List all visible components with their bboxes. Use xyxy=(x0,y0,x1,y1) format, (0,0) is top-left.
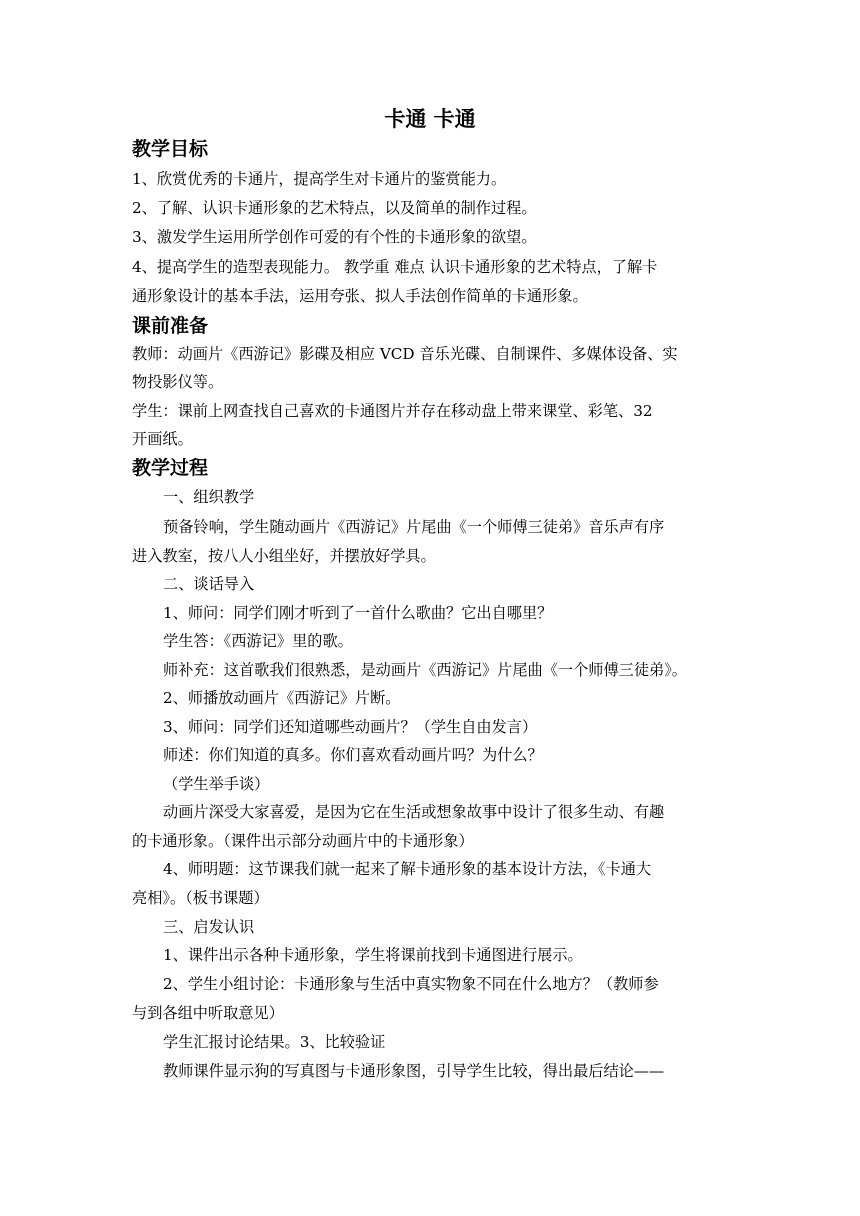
text-line: 教师：动画片《西游记》影碟及相应 VCD 音乐光碟、自制课件、多媒体设备、实 xyxy=(132,345,678,363)
text-line: 学生汇报讨论结果。3、比较验证 xyxy=(163,1033,386,1051)
text-line: 与到各组中听取意见） xyxy=(132,1004,284,1022)
text-line: 师述：你们知道的真多。你们喜欢看动画片吗？为什么？ xyxy=(163,746,543,764)
text-line: 预备铃响，学生随动画片《西游记》片尾曲《一个师傅三徒弟》音乐声有序 xyxy=(163,518,665,536)
text-line: 三、启发认识 xyxy=(163,918,255,936)
text-line: 4、师明题：这节课我们就一起来了解卡通形象的基本设计方法，《卡通大 xyxy=(163,860,652,878)
section-heading-goals: 教学目标 xyxy=(132,138,209,160)
section-heading-prep: 课前准备 xyxy=(132,315,209,337)
text-line: 3、激发学生运用所学创作可爱的有个性的卡通形象的欲望。 xyxy=(132,228,537,246)
text-line: 开画纸。 xyxy=(132,430,193,448)
text-line: 2、了解、认识卡通形象的艺术特点，以及简单的制作过程。 xyxy=(132,199,537,217)
text-line: 一、组织教学 xyxy=(163,488,255,506)
text-line: 学生：课前上网查找自己喜欢的卡通图片并存在移动盘上带来课堂、彩笔、32 xyxy=(132,402,653,420)
text-line: 进入教室，按八人小组坐好，并摆放好学具。 xyxy=(132,547,436,565)
text-line: 3、师问：同学们还知道哪些动画片？（学生自由发言） xyxy=(163,718,538,736)
document-title: 卡通 卡通 xyxy=(384,106,476,131)
text-line: 二、谈话导入 xyxy=(163,575,255,593)
text-line: （学生举手谈） xyxy=(163,775,270,793)
text-line: 动画片深受大家喜爱，是因为它在生活或想象故事中设计了很多生动、有趣 xyxy=(163,803,665,821)
text-line: 4、提高学生的造型表现能力。 教学重 难点 认识卡通形象的艺术特点，了解卡 xyxy=(132,258,658,276)
text-line: 师补充：这首歌我们很熟悉，是动画片《西游记》片尾曲《一个师傅三徒弟》。 xyxy=(163,661,687,679)
text-line: 教师课件显示狗的写真图与卡通形象图，引导学生比较，得出最后结论—— xyxy=(163,1062,665,1080)
text-line: 1、欣赏优秀的卡通片，提高学生对卡通片的鉴赏能力。 xyxy=(132,170,507,188)
text-line: 2、师播放动画片《西游记》片断。 xyxy=(163,689,401,707)
text-line: 1、课件出示各种卡通形象，学生将课前找到卡通图进行展示。 xyxy=(163,946,583,964)
text-line: 1、师问：同学们刚才听到了一首什么歌曲？它出自哪里？ xyxy=(163,604,553,622)
text-line: 学生答：《西游记》里的歌。 xyxy=(163,632,353,650)
text-line: 亮相》。（板书课题） xyxy=(132,889,269,907)
text-line: 通形象设计的基本手法，运用夸张、拟人手法创作简单的卡通形象。 xyxy=(132,287,588,305)
text-line: 物投影仪等。 xyxy=(132,373,224,391)
text-line: 2、学生小组讨论：卡通形象与生活中真实物象不同在什么地方？（教师参 xyxy=(163,975,659,993)
text-line: 的卡通形象。（课件出示部分动画片中的卡通形象） xyxy=(132,832,474,850)
section-heading-process: 教学过程 xyxy=(132,457,209,479)
